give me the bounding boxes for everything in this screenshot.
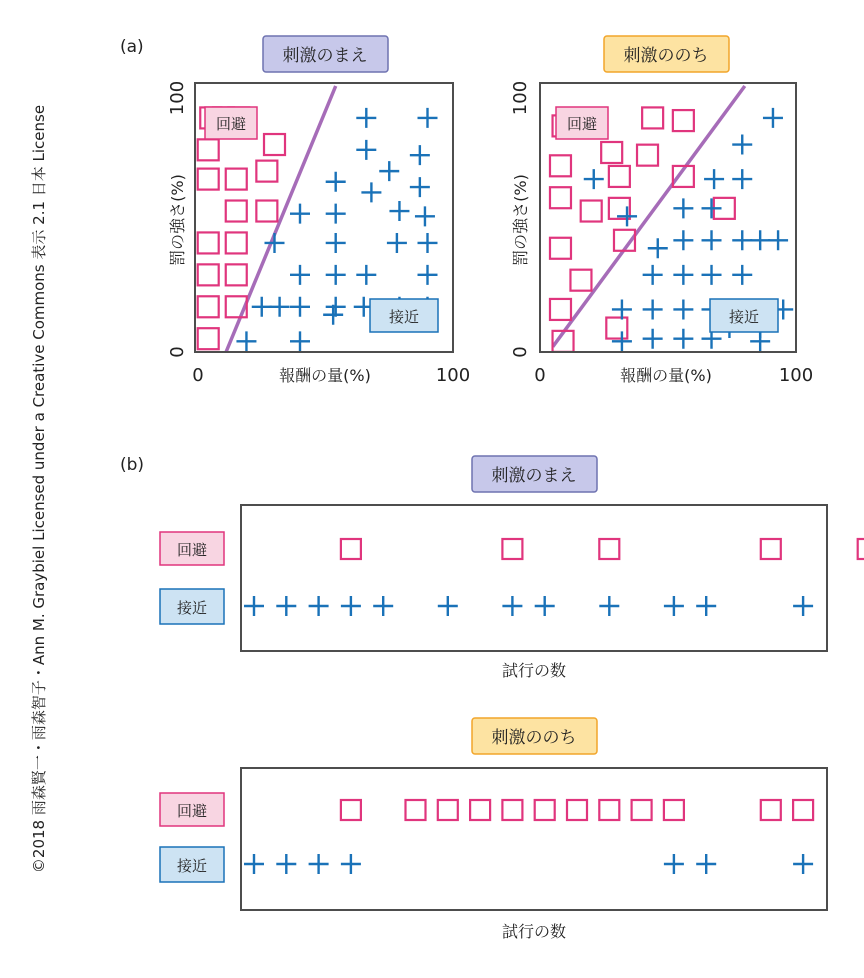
avoid-square-marker xyxy=(226,201,247,222)
approach-plus-marker xyxy=(356,265,376,285)
raster-after xyxy=(160,718,827,941)
approach-plus-marker xyxy=(373,596,393,616)
avoid-square-marker xyxy=(341,800,361,820)
avoid-square-marker xyxy=(226,232,247,253)
avoid-square-marker xyxy=(198,264,219,285)
avoid-square-marker xyxy=(198,328,219,349)
approach-plus-marker xyxy=(643,299,663,319)
approach-plus-marker xyxy=(326,204,346,224)
approach-plus-marker xyxy=(584,169,604,189)
avoid-square-marker xyxy=(606,318,627,339)
approach-plus-marker xyxy=(696,596,716,616)
avoid-square-marker xyxy=(609,166,630,187)
approach-plus-marker xyxy=(612,331,632,351)
approach-plus-marker xyxy=(290,331,310,351)
approach-plus-marker xyxy=(793,854,813,874)
raster-before xyxy=(160,456,864,680)
avoid-square-marker xyxy=(198,296,219,317)
x-tick-min: 0 xyxy=(192,365,204,386)
approach-plus-marker xyxy=(379,161,399,181)
avoid-square-marker xyxy=(256,161,277,182)
panel-b-label: (b) xyxy=(120,455,145,475)
avoid-square-marker xyxy=(256,201,277,222)
avoid-square-marker xyxy=(550,155,571,176)
avoid-square-marker xyxy=(550,238,571,259)
approach-plus-marker xyxy=(290,204,310,224)
approach-plus-marker xyxy=(341,596,361,616)
avoid-square-marker xyxy=(438,800,458,820)
avoid-square-marker xyxy=(601,142,622,163)
chart-title: 刺激ののち xyxy=(623,46,709,66)
chart-title: 刺激のまえ xyxy=(282,46,368,66)
approach-plus-marker xyxy=(290,297,310,317)
approach-plus-marker xyxy=(673,299,693,319)
approach-plus-marker xyxy=(732,265,752,285)
approach-plus-marker xyxy=(418,108,438,128)
panel-a-label: (a) xyxy=(120,37,144,57)
avoid-square-marker xyxy=(637,145,658,166)
approach-plus-marker xyxy=(768,230,788,250)
approach-plus-marker xyxy=(309,596,329,616)
approach-plus-marker xyxy=(438,596,458,616)
avoid-square-marker xyxy=(198,232,219,253)
approach-plus-marker xyxy=(244,854,264,874)
avoid-square-marker xyxy=(581,201,602,222)
approach-plus-marker xyxy=(643,265,663,285)
avoid-square-marker xyxy=(341,539,361,559)
approach-plus-marker xyxy=(702,265,722,285)
avoid-square-marker xyxy=(793,800,813,820)
avoid-square-marker xyxy=(550,187,571,208)
x-tick-max: 100 xyxy=(435,365,471,386)
avoid-square-marker xyxy=(226,264,247,285)
y-axis-label: 罰の強さ(%) xyxy=(168,174,187,266)
legend-avoid-label: 回避 xyxy=(566,115,598,133)
approach-plus-marker xyxy=(599,596,619,616)
approach-plus-marker xyxy=(502,596,522,616)
avoid-square-marker xyxy=(761,539,781,559)
avoid-square-marker xyxy=(502,539,522,559)
legend-approach-label: 接近 xyxy=(388,308,420,326)
approach-plus-marker xyxy=(612,299,632,319)
raster-title: 刺激のまえ xyxy=(491,466,577,486)
y-axis-label: 罰の強さ(%) xyxy=(511,174,530,266)
avoid-square-marker xyxy=(664,800,684,820)
approach-plus-marker xyxy=(673,230,693,250)
approach-plus-marker xyxy=(290,265,310,285)
avoid-square-marker xyxy=(570,270,591,291)
approach-plus-marker xyxy=(617,206,637,226)
approach-plus-marker xyxy=(326,172,346,192)
avoid-square-marker xyxy=(761,800,781,820)
approach-plus-marker xyxy=(356,108,376,128)
avoid-square-marker xyxy=(502,800,522,820)
avoid-square-marker xyxy=(550,299,571,320)
raster-marks xyxy=(244,539,864,616)
approach-plus-marker xyxy=(702,230,722,250)
avoid-square-marker xyxy=(264,134,285,155)
approach-plus-marker xyxy=(793,596,813,616)
raster-marks xyxy=(244,800,813,874)
avoid-square-marker xyxy=(632,800,652,820)
x-axis-label: 報酬の量(%) xyxy=(620,366,712,385)
approach-plus-marker xyxy=(415,206,435,226)
approach-plus-marker xyxy=(341,854,361,874)
approach-plus-marker xyxy=(410,177,430,197)
approach-plus-marker xyxy=(418,233,438,253)
copyright-text: ©2018 雨森賢一・雨森智子・Ann M. Graybiel Licensed under a Creative Commons 表示 2.1 日本 License xyxy=(30,104,48,874)
legend-approach-label: 接近 xyxy=(728,308,760,326)
approach-plus-marker xyxy=(643,329,663,349)
approach-plus-marker xyxy=(673,329,693,349)
approach-plus-marker xyxy=(732,135,752,155)
row-approach-label: 接近 xyxy=(176,857,208,875)
x-tick-max: 100 xyxy=(778,365,814,386)
raster-frame xyxy=(241,505,827,651)
approach-plus-marker xyxy=(387,233,407,253)
approach-plus-marker xyxy=(750,230,770,250)
approach-plus-marker xyxy=(389,201,409,221)
avoid-square-marker xyxy=(599,539,619,559)
avoid-square-marker xyxy=(535,800,555,820)
approach-plus-marker xyxy=(704,169,724,189)
approach-plus-marker xyxy=(326,233,346,253)
approach-plus-marker xyxy=(244,596,264,616)
raster-x-label: 試行の数 xyxy=(501,922,567,941)
x-axis-label: 報酬の量(%) xyxy=(279,366,371,385)
y-tick-max: 100 xyxy=(510,80,531,116)
avoid-square-marker xyxy=(226,169,247,190)
avoid-square-marker xyxy=(198,139,219,160)
approach-plus-marker xyxy=(535,596,555,616)
approach-plus-marker xyxy=(648,238,668,258)
approach-plus-marker xyxy=(418,265,438,285)
approach-plus-marker xyxy=(732,169,752,189)
approach-plus-marker xyxy=(270,297,290,317)
avoid-square-marker xyxy=(599,800,619,820)
avoid-square-marker xyxy=(858,539,864,559)
avoid-square-marker xyxy=(642,107,663,128)
raster-frame xyxy=(241,768,827,910)
approach-plus-marker xyxy=(664,854,684,874)
legend-avoid-label: 回避 xyxy=(215,115,247,133)
y-tick-min: 0 xyxy=(510,346,531,358)
y-tick-max: 100 xyxy=(167,80,188,116)
approach-plus-marker xyxy=(356,140,376,160)
approach-plus-marker xyxy=(763,108,783,128)
approach-plus-marker xyxy=(252,297,272,317)
approach-plus-marker xyxy=(702,198,722,218)
approach-plus-marker xyxy=(276,854,296,874)
approach-plus-marker xyxy=(410,145,430,165)
approach-plus-marker xyxy=(309,854,329,874)
approach-plus-marker xyxy=(673,198,693,218)
avoid-square-marker xyxy=(470,800,490,820)
approach-plus-marker xyxy=(696,854,716,874)
row-approach-label: 接近 xyxy=(176,599,208,617)
x-tick-min: 0 xyxy=(534,365,546,386)
avoid-square-marker xyxy=(673,110,694,131)
scatter-before xyxy=(167,36,470,386)
approach-plus-marker xyxy=(326,265,346,285)
row-avoid-label: 回避 xyxy=(176,802,208,820)
raster-x-label: 試行の数 xyxy=(501,661,567,680)
approach-plus-marker xyxy=(361,182,381,202)
y-tick-min: 0 xyxy=(167,346,188,358)
approach-plus-marker xyxy=(276,596,296,616)
approach-plus-marker xyxy=(236,331,256,351)
row-avoid-label: 回避 xyxy=(176,541,208,559)
avoid-square-marker xyxy=(406,800,426,820)
avoid-square-marker xyxy=(567,800,587,820)
scatter-after xyxy=(510,36,813,386)
approach-plus-marker xyxy=(750,331,770,351)
raster-title: 刺激ののち xyxy=(491,728,577,748)
avoid-square-marker xyxy=(198,169,219,190)
approach-plus-marker xyxy=(673,265,693,285)
approach-plus-marker xyxy=(732,230,752,250)
approach-plus-marker xyxy=(664,596,684,616)
